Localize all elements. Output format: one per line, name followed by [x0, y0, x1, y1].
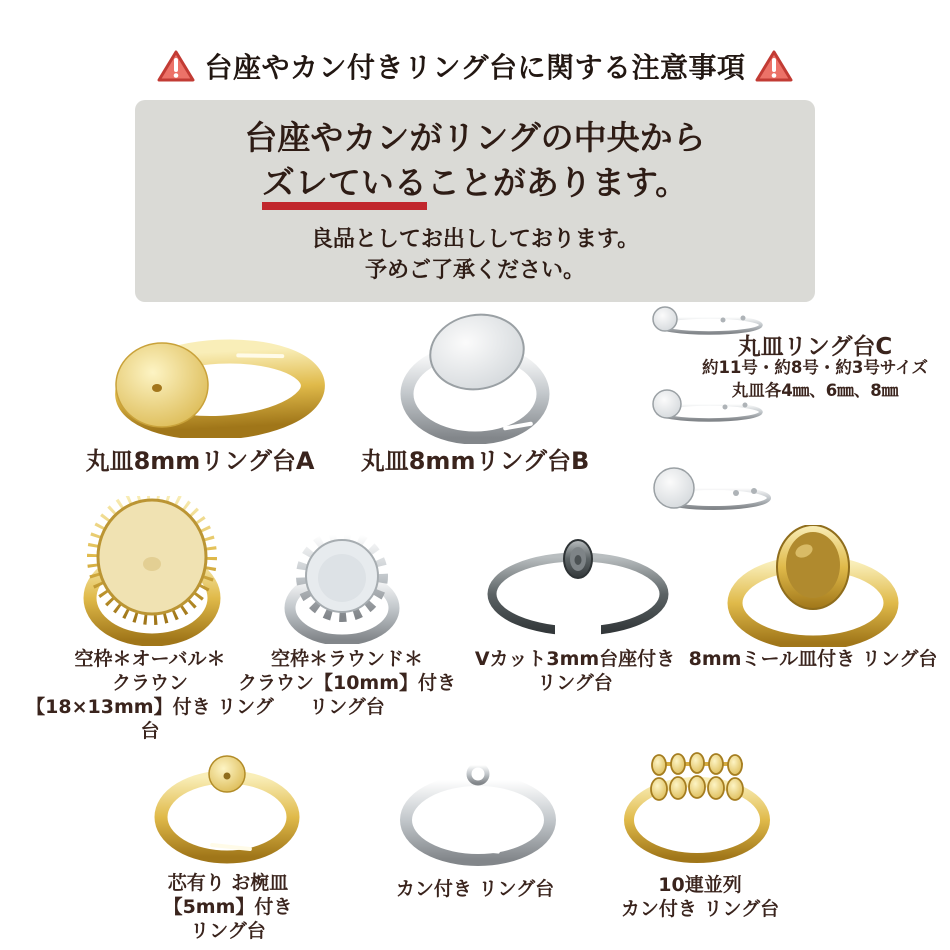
ring-image-8mm-mill — [720, 525, 905, 647]
product-label: 丸皿リング台C — [737, 334, 893, 360]
page-title: 台座やカン付きリング台に関する注意事項 — [204, 51, 746, 84]
ring-image-oval-crown — [52, 496, 252, 646]
notice-headline-line2-rest: ことがあります。 — [426, 162, 689, 202]
product-label-line2: 【5mm】付き — [163, 896, 293, 918]
product-label — [450, 647, 700, 695]
product-label-line1: 空枠＊オーバル＊ — [74, 648, 226, 670]
product-label — [575, 873, 825, 921]
warning-triangle-icon — [755, 49, 793, 83]
ring-image-maruzara-8mm-a — [100, 338, 330, 438]
ring-image-vcut — [483, 536, 673, 638]
notice-box — [135, 100, 815, 302]
notice-body-line1: 良品としてお出ししております。 — [310, 226, 640, 252]
product-label-line1: 芯有り お椀皿 — [167, 872, 289, 894]
notice-headline-line1: 台座やカンがリングの中央から — [244, 118, 706, 157]
product-label: 丸皿8mmリング台A — [85, 447, 315, 475]
product-label-line3: 【18×13mm】付き リング台 — [26, 696, 274, 742]
product-label: 丸皿8mmリング台B — [360, 447, 590, 475]
ring-image-maruzara-8mm-b — [385, 312, 565, 444]
product-label-line1: 空枠＊ラウンド＊ — [270, 648, 423, 670]
product-label — [222, 647, 472, 719]
header — [0, 46, 950, 86]
product-label-line1: 10連並列 — [658, 874, 742, 896]
product-label: 8mmミール皿付き リング台 — [688, 648, 938, 670]
ring-image-round-crown — [265, 532, 420, 644]
notice-headline-line2 — [135, 161, 815, 210]
product-label-line2: クラウン【10mm】付き — [237, 672, 457, 694]
product-label: カン付き リング台 — [395, 878, 555, 900]
ring-image-maruzara-c-large — [648, 460, 773, 522]
product-size-note: 約11号・約8号・約3号サイズ — [701, 358, 929, 377]
product-label — [103, 871, 353, 943]
notice-body-line2: 予めご了承ください。 — [364, 257, 585, 283]
product-label-line3: リング台 — [309, 696, 385, 718]
product-label-line2: カン付き リング台 — [620, 898, 780, 920]
ring-image-dome-cup — [152, 753, 302, 865]
product-label-line3: リング台 — [190, 920, 266, 942]
warning-triangle-icon — [157, 49, 195, 83]
product-label-line2: クラウン — [111, 672, 188, 694]
notice-underlined-text: ズレている — [262, 165, 427, 210]
ring-image-kan — [398, 758, 558, 870]
product-label-line1: Vカット3mm台座付き — [474, 648, 676, 670]
product-label-line2: リング台 — [537, 672, 613, 694]
product-pan-note: 丸皿各4㎜、6㎜、8㎜ — [731, 381, 899, 400]
ring-image-ten-loop — [615, 748, 780, 866]
